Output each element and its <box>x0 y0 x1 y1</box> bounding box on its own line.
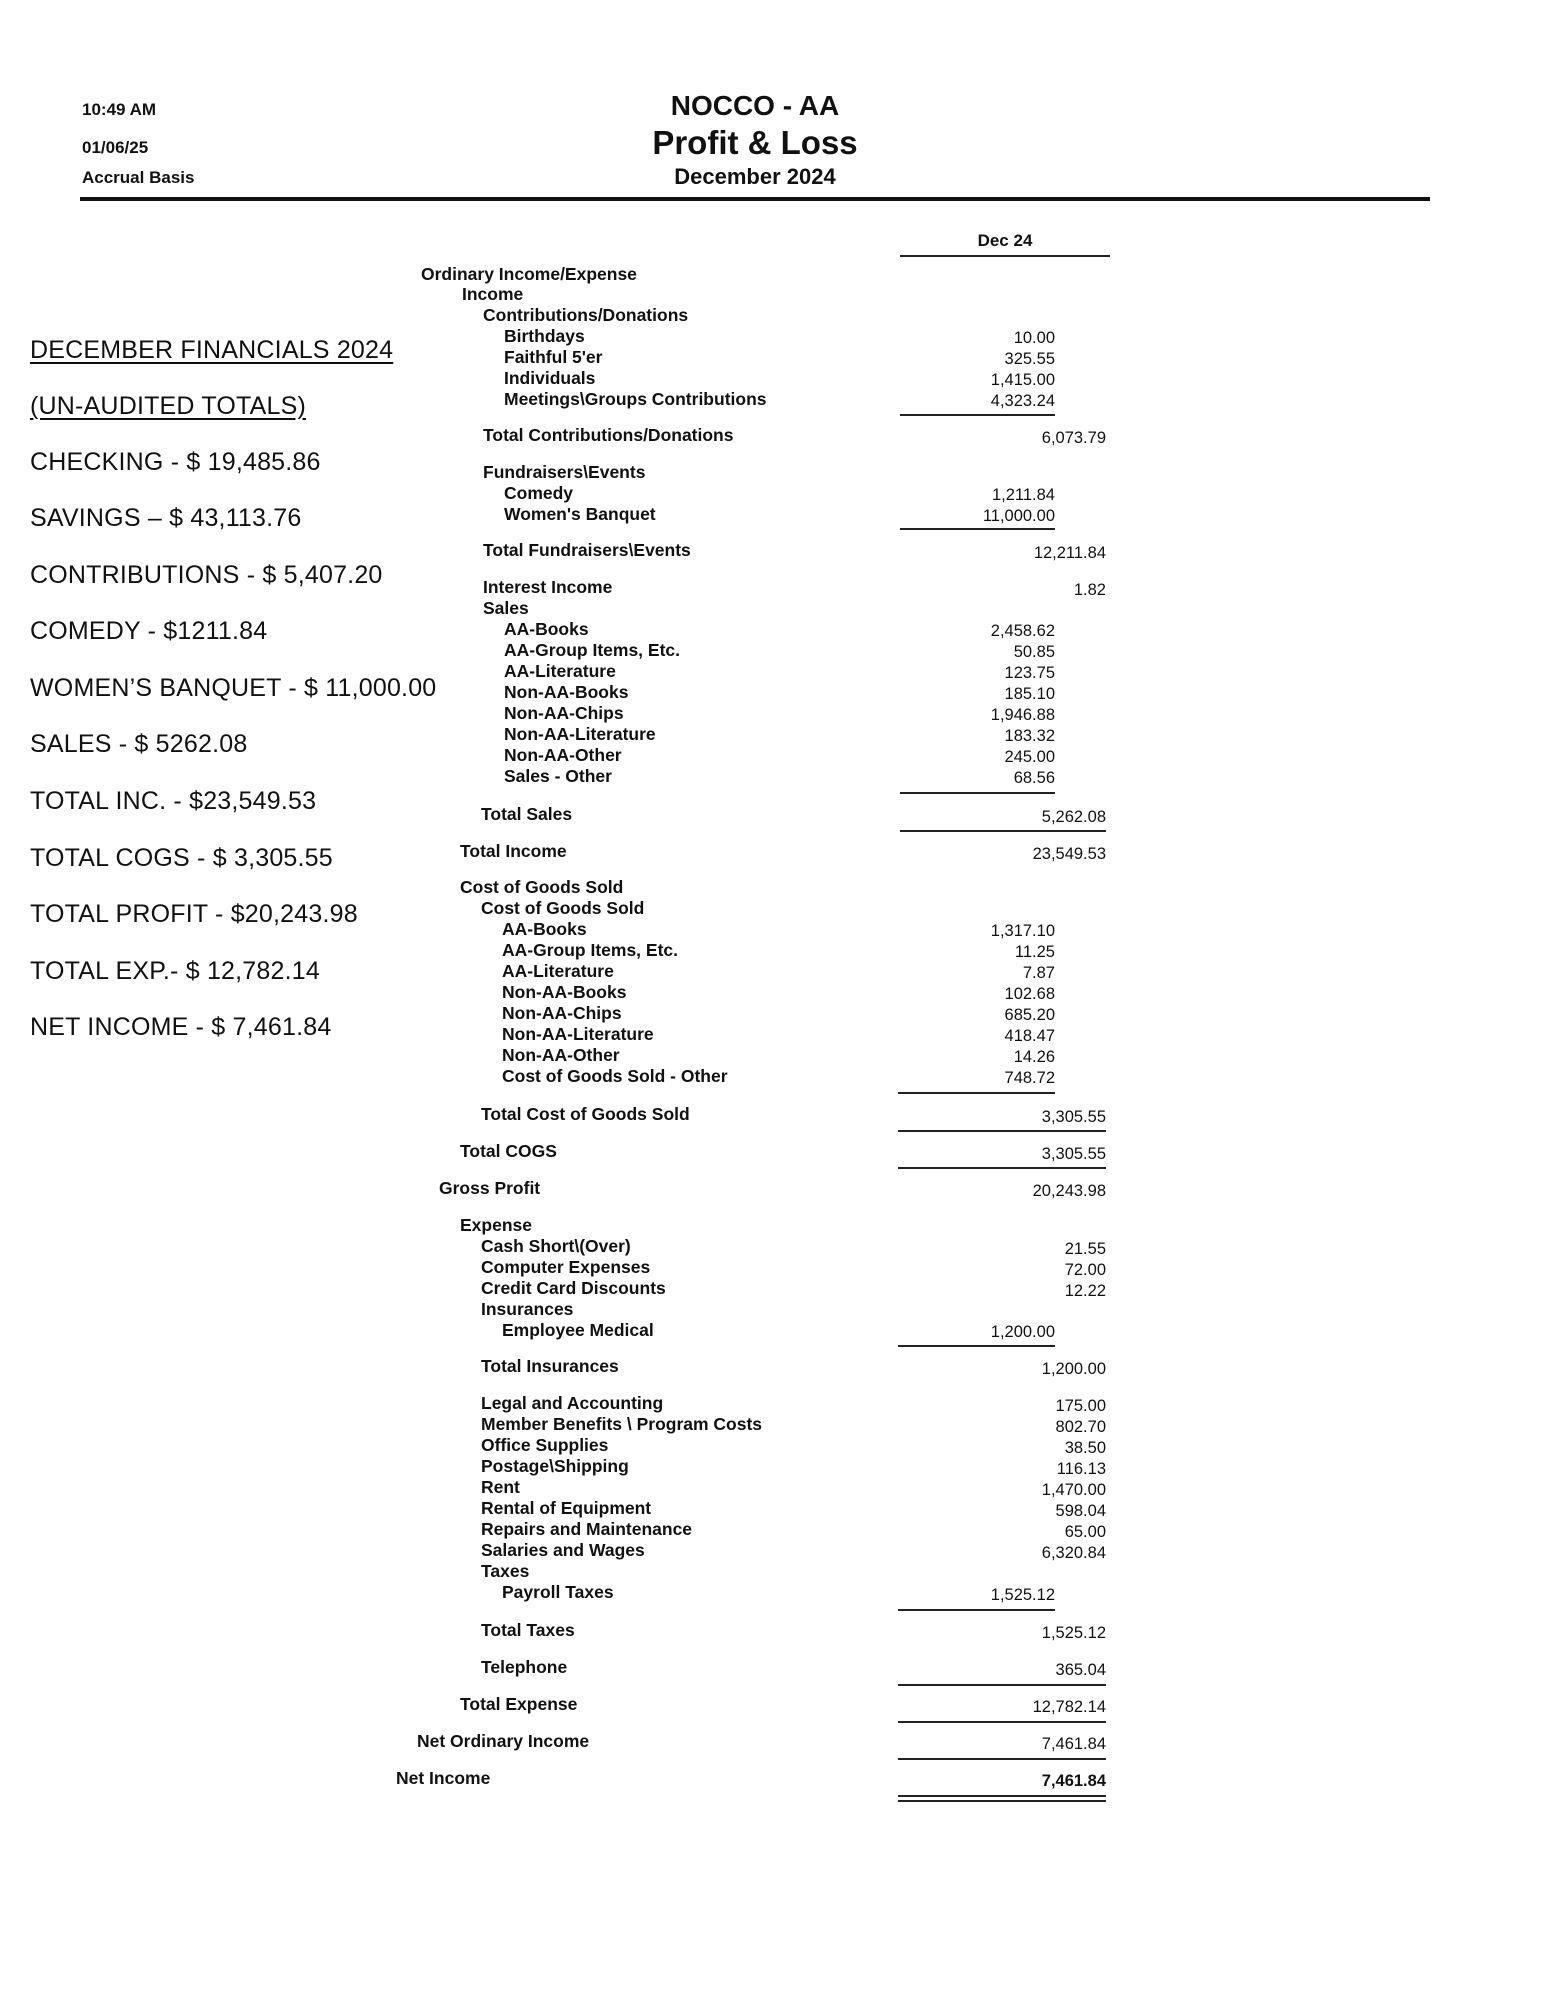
total-amount: 23,549.53 <box>1032 845 1106 863</box>
detail-amount: 1,211.84 <box>991 486 1055 504</box>
summary-subtitle: (UN-AUDITED TOTALS) <box>30 392 307 420</box>
row-label: Cost of Goods Sold <box>460 877 624 897</box>
total-rule <box>898 1684 1106 1686</box>
report-date: 01/06/25 <box>82 138 149 157</box>
row-label: Cost of Goods Sold <box>481 898 645 918</box>
row-label: Total Sales <box>481 804 573 824</box>
row-label: Women's Banquet <box>504 504 656 524</box>
subtotal-rule <box>900 414 1055 416</box>
total-amount: 6,073.79 <box>1041 429 1106 447</box>
detail-amount: 325.55 <box>1004 350 1055 368</box>
subtotal-rule <box>898 1092 1055 1094</box>
total-amount: 12.22 <box>1064 1282 1106 1300</box>
summary-comedy: COMEDY - $1211.84 <box>30 617 268 645</box>
row-label: Computer Expenses <box>481 1257 651 1277</box>
total-amount: 116.13 <box>1056 1460 1106 1478</box>
report-period: December 2024 <box>674 164 836 189</box>
row-label: Total Cost of Goods Sold <box>481 1104 690 1124</box>
row-label: Ordinary Income/Expense <box>421 264 637 284</box>
row-label: Legal and Accounting <box>481 1393 664 1413</box>
report-title: Profit & Loss <box>652 124 858 161</box>
total-amount: 38.50 <box>1064 1439 1106 1457</box>
total-amount: 1.82 <box>1073 581 1106 599</box>
detail-amount: 1,200.00 <box>990 1323 1055 1341</box>
detail-amount: 245.00 <box>1004 748 1055 766</box>
row-label: Birthdays <box>504 326 585 346</box>
total-amount: 21.55 <box>1064 1240 1106 1258</box>
row-label: Payroll Taxes <box>502 1582 614 1602</box>
subtotal-rule <box>900 792 1055 794</box>
detail-amount: 102.68 <box>1004 985 1055 1003</box>
row-label: Non-AA-Books <box>504 682 629 702</box>
row-label: Net Ordinary Income <box>417 1731 590 1751</box>
row-label: Rental of Equipment <box>481 1498 652 1518</box>
row-label: Meetings\Groups Contributions <box>504 389 767 409</box>
subtotal-rule <box>900 528 1055 530</box>
summary-total-income: TOTAL INC. - $23,549.53 <box>30 787 317 815</box>
row-label: Total Insurances <box>481 1356 619 1376</box>
row-label: Credit Card Discounts <box>481 1278 666 1298</box>
row-label: Total COGS <box>460 1141 557 1161</box>
row-label: Total Taxes <box>481 1620 575 1640</box>
row-label: Comedy <box>504 483 574 503</box>
total-amount: 7,461.84 <box>1041 1735 1106 1753</box>
total-amount: 12,782.14 <box>1032 1698 1106 1716</box>
row-label: Non-AA-Other <box>502 1045 620 1065</box>
row-label: Contributions/Donations <box>483 305 689 325</box>
detail-amount: 1,415.00 <box>990 371 1055 389</box>
detail-amount: 4,323.24 <box>990 392 1055 410</box>
row-label: Fundraisers\Events <box>483 462 646 482</box>
detail-amount: 14.26 <box>1013 1048 1055 1066</box>
row-label: Interest Income <box>483 577 613 597</box>
row-label: Total Fundraisers\Events <box>483 540 691 560</box>
summary-womens-banquet: WOMEN’S BANQUET - $ 11,000.00 <box>30 674 437 702</box>
row-label: Rent <box>481 1477 520 1497</box>
summary-title: DECEMBER FINANCIALS 2024 <box>30 336 394 364</box>
summary-total-profit: TOTAL PROFIT - $20,243.98 <box>30 900 358 928</box>
summary-total-cogs: TOTAL COGS - $ 3,305.55 <box>30 844 333 872</box>
row-label: AA-Group Items, Etc. <box>504 640 680 660</box>
row-label: Postage\Shipping <box>481 1456 629 1476</box>
row-label: AA-Books <box>502 919 587 939</box>
row-label: AA-Books <box>504 619 589 639</box>
row-label: Non-AA-Chips <box>502 1003 622 1023</box>
row-label: Total Expense <box>460 1694 578 1714</box>
row-label: Repairs and Maintenance <box>481 1519 693 1539</box>
row-label: Member Benefits \ Program Costs <box>481 1414 763 1434</box>
row-label: Non-AA-Literature <box>504 724 656 744</box>
row-label: Taxes <box>481 1561 530 1581</box>
detail-amount: 748.72 <box>1004 1069 1055 1087</box>
total-rule <box>898 1758 1106 1760</box>
detail-amount: 1,317.10 <box>990 922 1055 940</box>
row-label: Employee Medical <box>502 1320 654 1340</box>
detail-amount: 183.32 <box>1004 727 1055 745</box>
row-label: Insurances <box>481 1299 574 1319</box>
detail-amount: 1,946.88 <box>990 706 1055 724</box>
total-amount: 6,320.84 <box>1041 1544 1106 1562</box>
row-label: Telephone <box>481 1657 568 1677</box>
column-header: Dec 24 <box>977 231 1033 250</box>
total-rule <box>898 1130 1106 1132</box>
summary-sales: SALES - $ 5262.08 <box>30 730 248 758</box>
summary-checking: CHECKING - $ 19,485.86 <box>30 448 321 476</box>
column-header-underline <box>900 255 1110 257</box>
row-label: Net Income <box>396 1768 491 1788</box>
total-rule <box>900 830 1106 832</box>
detail-amount: 11.25 <box>1014 943 1055 961</box>
company-name: NOCCO - AA <box>670 90 840 121</box>
report-time: 10:49 AM <box>82 100 157 119</box>
row-label: Cash Short\(Over) <box>481 1236 631 1256</box>
double-rule-bottom <box>898 1800 1106 1802</box>
detail-amount: 11,000.00 <box>982 507 1055 525</box>
summary-contributions: CONTRIBUTIONS - $ 5,407.20 <box>30 561 383 589</box>
total-rule <box>898 1721 1106 1723</box>
total-rule <box>898 1167 1106 1169</box>
detail-amount: 1,525.12 <box>990 1586 1055 1604</box>
detail-amount: 68.56 <box>1013 769 1055 787</box>
row-label: AA-Literature <box>504 661 616 681</box>
row-label: Income <box>462 284 524 304</box>
row-label: Sales - Other <box>504 766 612 786</box>
row-label: Salaries and Wages <box>481 1540 645 1560</box>
row-label: Non-AA-Other <box>504 745 622 765</box>
total-amount: 3,305.55 <box>1041 1145 1106 1163</box>
total-amount: 65.00 <box>1064 1523 1106 1541</box>
detail-amount: 685.20 <box>1004 1006 1055 1024</box>
double-rule-top <box>898 1795 1106 1797</box>
subtotal-rule <box>898 1609 1055 1611</box>
total-amount: 1,525.12 <box>1041 1624 1106 1642</box>
row-label: Faithful 5'er <box>504 347 603 367</box>
row-label: Individuals <box>504 368 596 388</box>
detail-amount: 50.85 <box>1013 643 1055 661</box>
total-amount: 802.70 <box>1055 1418 1106 1436</box>
row-label: Total Income <box>460 841 567 861</box>
detail-amount: 10.00 <box>1013 329 1055 347</box>
summary-total-expense: TOTAL EXP.- $ 12,782.14 <box>30 957 320 985</box>
total-amount: 365.04 <box>1055 1661 1106 1679</box>
total-amount: 20,243.98 <box>1032 1182 1106 1200</box>
total-amount: 12,211.84 <box>1033 544 1106 562</box>
detail-amount: 2,458.62 <box>990 622 1055 640</box>
row-label: Non-AA-Books <box>502 982 627 1002</box>
row-label: Total Contributions/Donations <box>483 425 734 445</box>
row-label: AA-Group Items, Etc. <box>502 940 678 960</box>
subtotal-rule <box>898 1345 1055 1347</box>
total-amount: 598.04 <box>1055 1502 1106 1520</box>
detail-amount: 7.87 <box>1022 964 1055 982</box>
detail-amount: 123.75 <box>1004 664 1055 682</box>
total-amount: 1,200.00 <box>1041 1360 1106 1378</box>
row-label: Sales <box>483 598 529 618</box>
summary-savings: SAVINGS – $ 43,113.76 <box>30 504 302 532</box>
row-label: AA-Literature <box>502 961 614 981</box>
total-amount: 5,262.08 <box>1041 808 1106 826</box>
header-divider <box>80 197 1430 201</box>
total-amount: 3,305.55 <box>1041 1108 1106 1126</box>
report-basis: Accrual Basis <box>82 168 195 187</box>
total-amount: 1,470.00 <box>1041 1481 1106 1499</box>
total-amount: 72.00 <box>1064 1261 1106 1279</box>
detail-amount: 185.10 <box>1004 685 1055 703</box>
detail-amount: 418.47 <box>1004 1027 1055 1045</box>
row-label: Office Supplies <box>481 1435 609 1455</box>
total-amount: 175.00 <box>1055 1397 1106 1415</box>
summary-net-income: NET INCOME - $ 7,461.84 <box>30 1013 332 1041</box>
row-label: Cost of Goods Sold - Other <box>502 1066 728 1086</box>
net-income-amount: 7,461.84 <box>1041 1772 1106 1790</box>
row-label: Non-AA-Literature <box>502 1024 654 1044</box>
row-label: Non-AA-Chips <box>504 703 624 723</box>
row-label: Gross Profit <box>439 1178 541 1198</box>
row-label: Expense <box>460 1215 532 1235</box>
